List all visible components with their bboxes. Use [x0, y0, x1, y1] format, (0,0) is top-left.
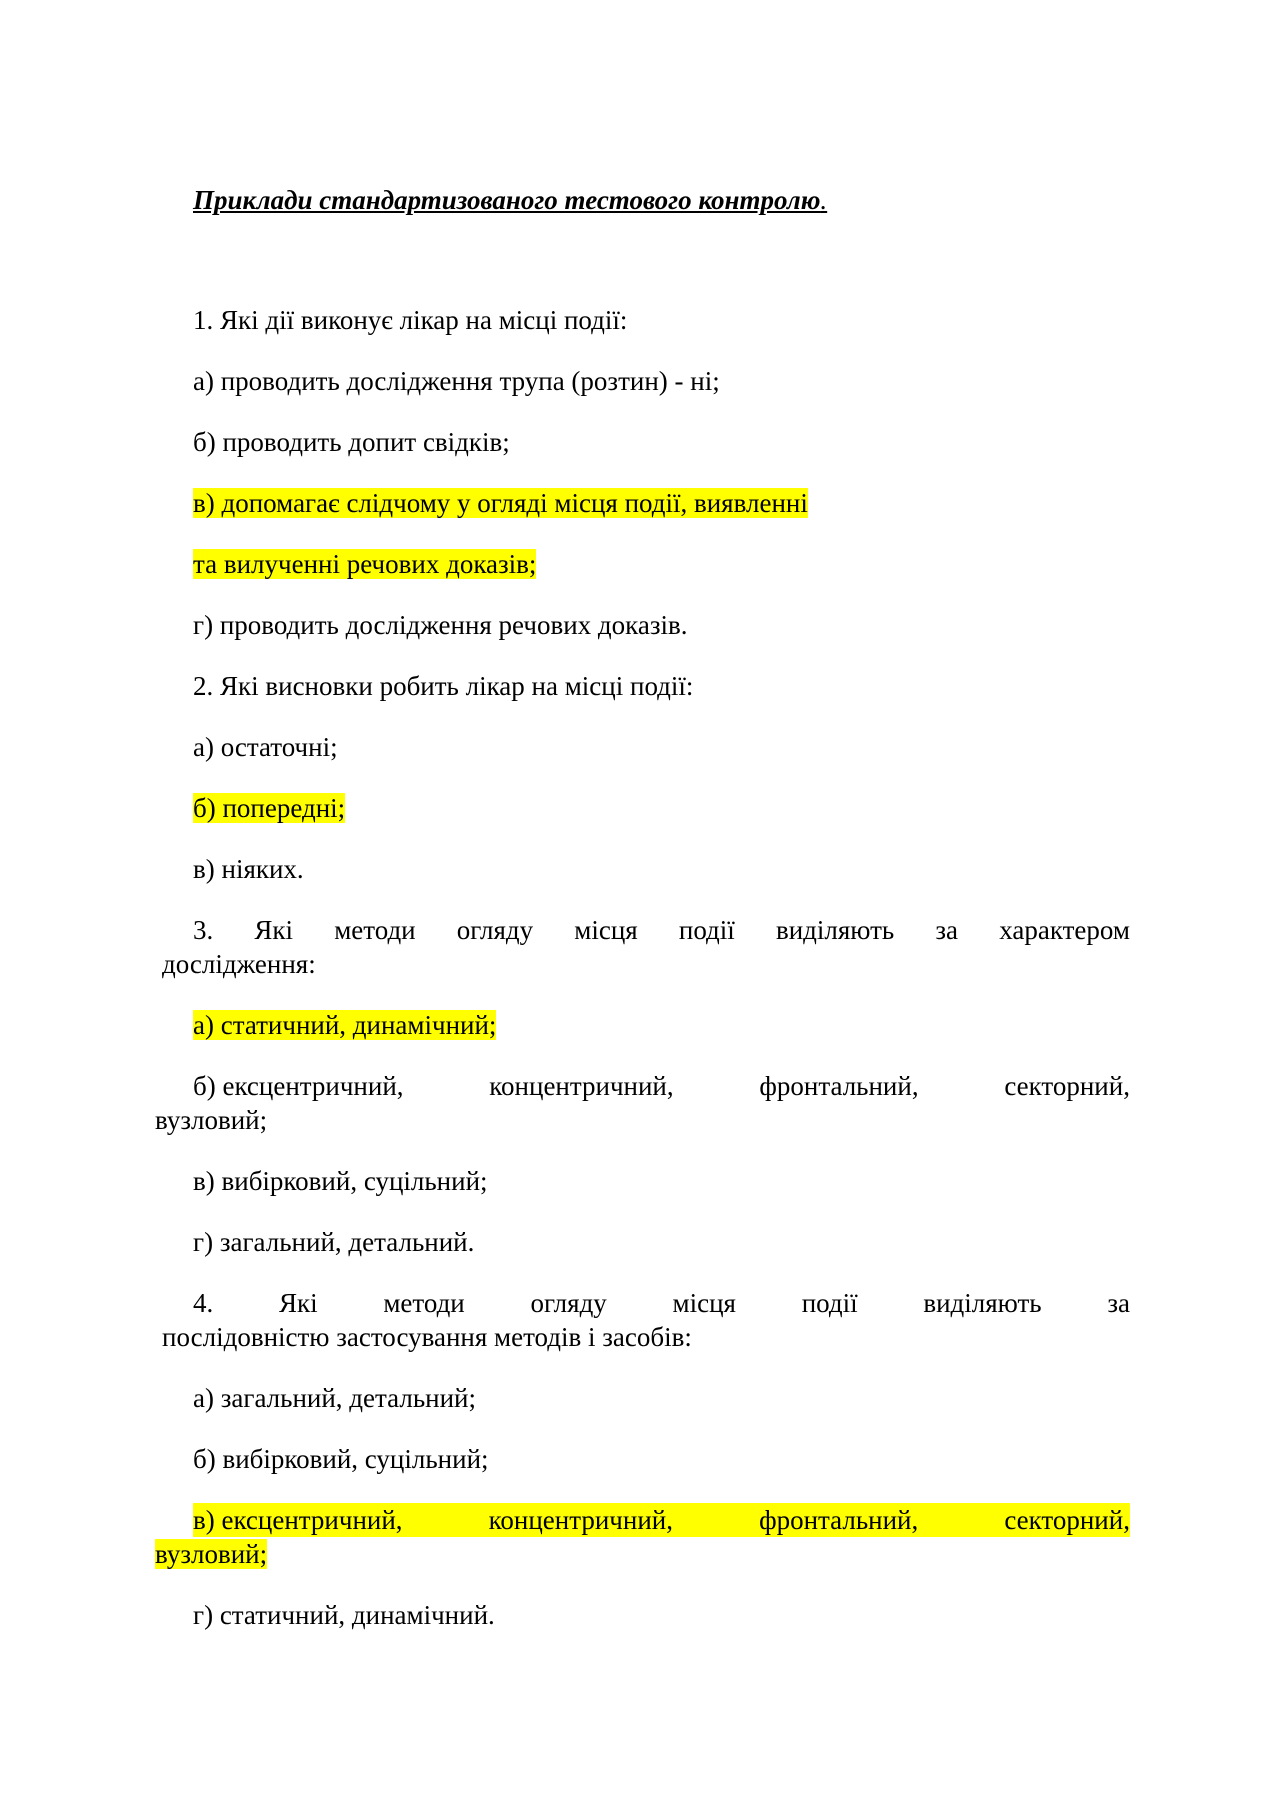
highlighted-answer: вузловий;: [155, 1539, 268, 1569]
title-period: .: [820, 185, 828, 215]
q3-word: 3.: [193, 915, 214, 945]
q4-option-b: б) вибірковий, суцільний;: [193, 1444, 489, 1474]
q4-word: 4.: [193, 1288, 214, 1318]
q4-word: виділяють: [923, 1288, 1042, 1318]
highlighted-answer: а) статичний, динамічний;: [193, 1010, 497, 1040]
q4-word: Які: [278, 1288, 318, 1318]
q3-b-word: секторний,: [1004, 1071, 1130, 1101]
q3-word: за: [935, 915, 959, 945]
q1-option-c-line1: [193, 486, 808, 520]
q4-word: методи: [383, 1288, 465, 1318]
q3-option-d: г) загальний, детальний.: [193, 1227, 475, 1257]
q4-word: події: [801, 1288, 858, 1318]
q2-option-a: а) остаточні;: [193, 732, 338, 762]
title-text: Приклади стандартизованого тестового контролю: [193, 185, 821, 215]
q3-word: події: [678, 915, 735, 945]
q3-word: огляду: [456, 915, 534, 945]
q1-option-a: а) проводить дослідження трупа (розтин) - ні;: [193, 366, 720, 396]
highlighted-answer: та вилученні речових доказів;: [193, 549, 537, 579]
q3-option-a: [193, 1008, 496, 1042]
q4-option-c: [193, 1503, 1130, 1537]
page-title: [193, 181, 827, 219]
q4-c-word: фронтальний,: [759, 1505, 919, 1535]
q3-word: методи: [334, 915, 416, 945]
question-3: [193, 913, 1130, 947]
q4-word: місця: [672, 1288, 736, 1318]
q3-word: місця: [574, 915, 638, 945]
q3-option-c: в) вибірковий, суцільний;: [193, 1166, 488, 1196]
q2-option-b: [193, 791, 345, 825]
question-2: 2. Які висновки робить лікар на місці події:: [193, 671, 694, 701]
q4-option-d: г) статичний, динамічний.: [193, 1600, 495, 1630]
highlighted-answer: б) попередні;: [193, 793, 346, 823]
question-4-continuation: послідовністю застосування методів і засобів:: [162, 1322, 692, 1352]
q3-b-word: концентричний,: [489, 1071, 674, 1101]
q3-option-b: [193, 1069, 1130, 1103]
q4-word: огляду: [530, 1288, 607, 1318]
q1-option-d: г) проводить дослідження речових доказів.: [193, 610, 688, 640]
q4-word: за: [1107, 1288, 1130, 1318]
q3-b-word: б) ексцентричний,: [193, 1071, 404, 1101]
q3-option-b-continuation: вузловий;: [155, 1105, 268, 1135]
highlighted-answer: в) допомагає слідчому у огляді місця події, виявленні: [193, 488, 808, 518]
q4-c-word: в) ексцентричний,: [193, 1505, 403, 1535]
q3-word: Які: [254, 915, 294, 945]
q3-word: характером: [999, 915, 1130, 945]
q4-c-word: концентричний,: [488, 1505, 673, 1535]
q1-option-c-line2: [193, 547, 536, 581]
q4-c-word: секторний,: [1004, 1505, 1130, 1535]
question-4: [193, 1286, 1130, 1320]
q3-b-word: фронтальний,: [759, 1071, 919, 1101]
q1-option-b: б) проводить допит свідків;: [193, 427, 510, 457]
q3-word: виділяють: [775, 915, 895, 945]
question-1: 1. Які дії виконує лікар на місці події:: [193, 305, 628, 335]
q2-option-c: в) ніяких.: [193, 854, 304, 884]
q4-option-a: а) загальний, детальний;: [193, 1383, 477, 1413]
question-3-continuation: дослідження:: [162, 949, 316, 979]
q4-option-c-continuation: [155, 1537, 267, 1571]
